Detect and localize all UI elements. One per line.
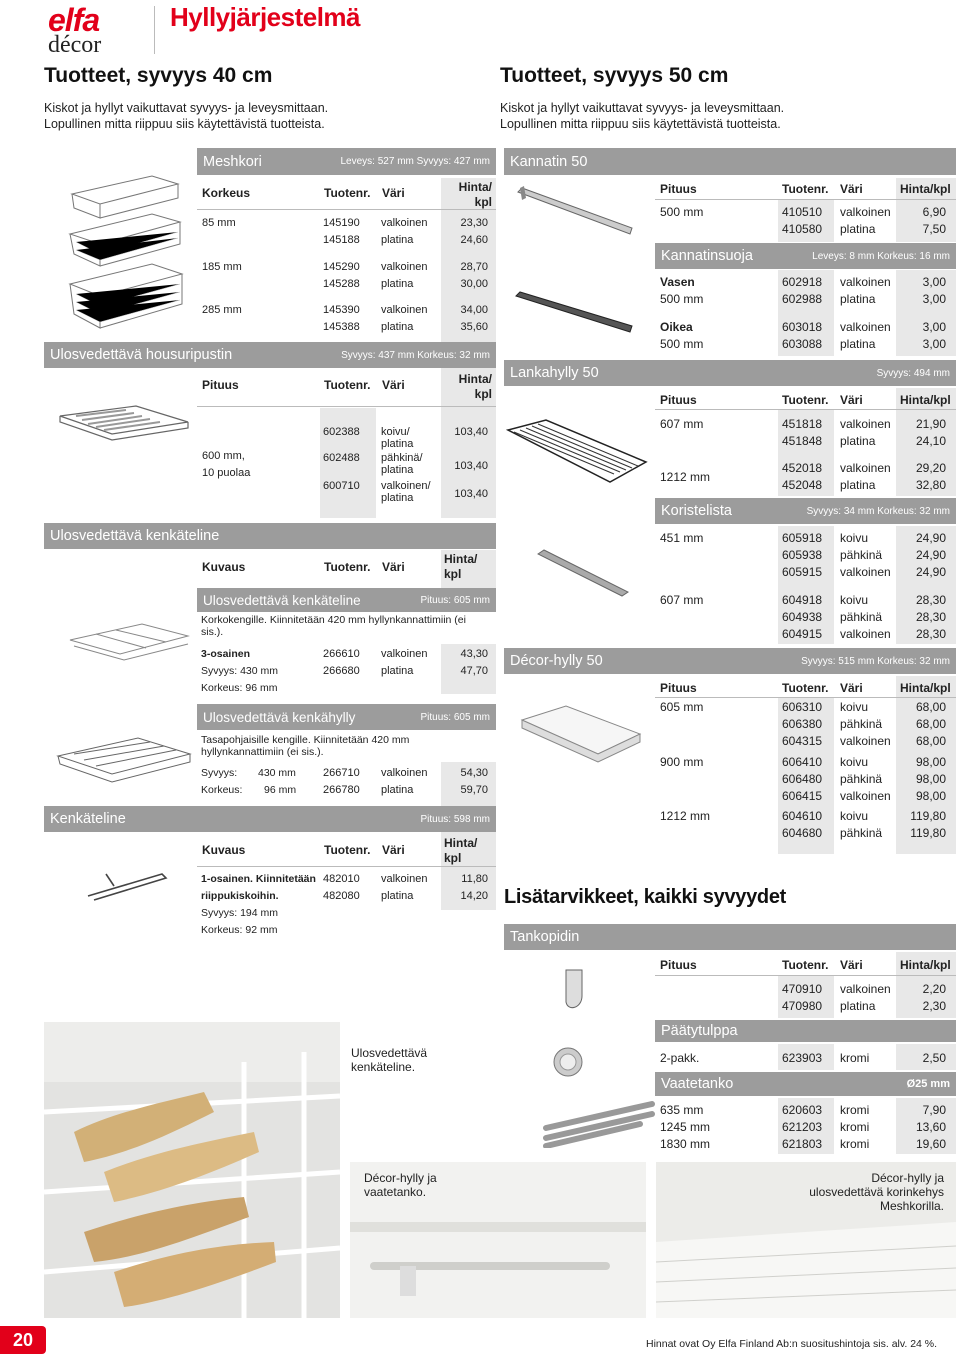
shoe-rack-photo	[44, 1022, 340, 1318]
koristelista-color: pähkinä	[840, 610, 883, 624]
decor-color: pähkinä	[840, 717, 883, 731]
kannatinsuoja-image	[514, 290, 634, 334]
footer-note: Hinnat ovat Oy Elfa Finland Ab:n suositushintoja sis. alv. 24 %.	[646, 1338, 938, 1350]
kenkateline2-color: platina	[381, 890, 414, 902]
meshkori-h-tuotenr: Tuotenr.	[324, 186, 371, 200]
kenk-h-hinta: Hinta/ kpl	[444, 552, 478, 581]
kenkateline2-code: 482080	[323, 890, 360, 902]
housuripustin-price: 103,40	[454, 426, 488, 438]
kenkateline2-h-kuvaus: Kuvaus	[202, 843, 246, 857]
kannatinsuoja-color: platina	[840, 292, 876, 306]
housuripustin-code: 600710	[323, 480, 360, 492]
kannatinsuoja-title: Kannatinsuoja	[661, 248, 753, 264]
kannatin-bar	[504, 148, 956, 175]
paatytulppa-code: 623903	[782, 1051, 823, 1065]
meshkori-color: valkoinen	[381, 261, 428, 273]
lankahylly-title: Lankahylly 50	[510, 365, 599, 381]
meshkori-code: 145288	[323, 278, 360, 290]
housuripustin-image	[56, 398, 191, 448]
kenkateline2-d4: Korkeus: 92 mm	[201, 924, 278, 936]
kenkahylly-v2: 96 mm	[264, 784, 297, 796]
meshkori-height: 185 mm	[202, 261, 242, 273]
kannatin-divider	[655, 199, 956, 200]
kannatinsuoja-dims: Leveys: 8 mm Korkeus: 16 mm	[812, 250, 950, 262]
kenkateline-sub-code: 266610	[323, 648, 360, 660]
vaatetanko-color: kromi	[840, 1103, 870, 1117]
kenk-h-tuotenr: Tuotenr.	[324, 560, 371, 574]
kenkahylly-desc: Tasapohjaisille kengille. Kiinnitetään 420 mm hyllynkannattimiin (ei sis.).	[201, 734, 410, 758]
kenkateline-title: Ulosvedettävä kenkäteline	[50, 528, 220, 544]
decor-color: koivu	[840, 809, 869, 823]
page-number-box	[0, 1326, 46, 1354]
koristelista-image	[534, 548, 630, 598]
decor-code: 604315	[782, 734, 823, 748]
housuripustin-h-vari: Väri	[382, 378, 405, 392]
housuripustin-color: pähkinä/	[381, 452, 423, 464]
tankopidin-title: Tankopidin	[510, 929, 580, 945]
decor-label: 605 mm	[660, 700, 704, 714]
kenkahylly-price: 54,30	[460, 767, 488, 779]
kenkateline-sub-d1: 3-osainen	[201, 648, 251, 660]
vaatetanko-label: 1830 mm	[660, 1137, 711, 1151]
paatytulppa-title: Päätytulppa	[661, 1023, 738, 1039]
koristelista-code: 605938	[782, 548, 823, 562]
kenkahylly-price: 59,70	[460, 784, 488, 796]
kannatin-h-vari: Väri	[840, 182, 863, 196]
decor-h-vari: Väri	[840, 681, 863, 695]
header-divider	[154, 6, 155, 54]
decor-color: koivu	[840, 755, 869, 769]
koristelista-code: 604918	[782, 593, 823, 607]
tankopidin-h-tuotenr: Tuotenr.	[782, 958, 829, 972]
lankahylly-price: 21,90	[915, 417, 946, 431]
right-intro-1: Kiskot ja hyllyt vaikuttavat syvyys- ja leveysmittaan.	[500, 101, 785, 115]
decor-code: 606310	[782, 700, 823, 714]
koristelista-bar	[655, 498, 956, 524]
decor-code: 606415	[782, 789, 823, 803]
kenkahylly-v1: 430 mm	[258, 767, 296, 779]
caption-decor: Décor-hylly ja vaatetanko.	[364, 1171, 437, 1199]
tankopidin-divider	[655, 975, 956, 976]
meshkori-price: 34,00	[460, 304, 488, 316]
housuripustin-price: 103,40	[454, 460, 488, 472]
tankopidin-color: valkoinen	[840, 982, 891, 996]
caption-korinkehys: Décor-hylly ja ulosvedettävä korinkehys Meshkorilla.	[809, 1171, 944, 1213]
kenkahylly-l2: Korkeus:	[201, 784, 243, 796]
kannatinsuoja-code: 603088	[782, 337, 823, 351]
vaatetanko-color: kromi	[840, 1137, 870, 1151]
housuripustin-h-tuotenr: Tuotenr.	[324, 378, 371, 392]
paatytulppa-price: 2,50	[922, 1051, 946, 1065]
koristelista-code: 604915	[782, 627, 823, 641]
left-intro-1: Kiskot ja hyllyt vaikuttavat syvyys- ja leveysmittaan.	[44, 101, 329, 115]
kenkateline-sub-color: platina	[381, 665, 414, 677]
paatytulppa-bar	[655, 1020, 956, 1042]
housuripustin-color-2: platina	[381, 438, 414, 450]
lankahylly-price: 24,10	[915, 434, 946, 448]
lankahylly-code: 451848	[782, 434, 823, 448]
decor-color: pähkinä	[840, 826, 883, 840]
meshkori-dims: Leveys: 527 mm Syvyys: 427 mm	[340, 156, 490, 167]
vaatetanko-color: kromi	[840, 1120, 870, 1134]
kenkateline-sub-price: 47,70	[460, 665, 488, 677]
koristelista-price: 24,90	[915, 531, 946, 545]
lankahylly-len: 607 mm	[660, 417, 704, 431]
housuripustin-title: Ulosvedettävä housuripustin	[50, 347, 233, 363]
kannatin-header	[660, 182, 956, 196]
paatytulppa-image	[550, 1044, 586, 1080]
kannatinsuoja-code: 602988	[782, 292, 823, 306]
decor-price: 119,80	[910, 809, 946, 823]
meshkori-basket-image	[60, 172, 190, 332]
vaatetanko-label: 635 mm	[660, 1103, 704, 1117]
kenk-h-kuvaus: Kuvaus	[202, 560, 246, 574]
vaatetanko-dims: Ø25 mm	[906, 1078, 950, 1090]
koristelista-dims: Syvyys: 34 mm Korkeus: 32 mm	[806, 505, 950, 517]
kannatinsuoja-price: 3,00	[922, 292, 946, 306]
vaatetanko-code: 621803	[782, 1137, 823, 1151]
kannatin-len: 500 mm	[660, 205, 704, 219]
tankopidin-code: 470910	[782, 982, 823, 996]
decor-color: valkoinen	[840, 789, 891, 803]
housuripustin-len-1: 600 mm,	[202, 450, 245, 462]
meshkori-price: 30,00	[460, 278, 488, 290]
kenkahylly-color: valkoinen	[381, 767, 428, 779]
kenkateline2-color: valkoinen	[381, 873, 428, 885]
tankopidin-code: 470980	[782, 999, 823, 1013]
lankahylly-h-tuotenr: Tuotenr.	[782, 393, 829, 407]
kannatinsuoja-bar	[655, 243, 956, 269]
kenkateline2-header	[202, 843, 447, 857]
kenkahylly-title: Ulosvedettävä kenkähylly	[203, 709, 356, 725]
right-section-title: Tuotteet, syvyys 50 cm	[500, 64, 729, 87]
kenkateline2-image	[84, 866, 168, 902]
koristelista-label: 451 mm	[660, 531, 704, 545]
brand-logo	[46, 4, 146, 58]
kannatinsuoja-label: Oikea	[660, 320, 693, 334]
housuripustin-code: 602488	[323, 452, 360, 464]
lankahylly-image	[506, 416, 648, 486]
kenkateline2-h-vari: Väri	[382, 843, 405, 857]
koristelista-color: koivu	[840, 531, 869, 545]
tankopidin-h-pituus: Pituus	[660, 958, 697, 972]
koristelista-color: valkoinen	[840, 627, 891, 641]
kenkateline2-divider	[197, 866, 496, 867]
decor-code: 606480	[782, 772, 823, 786]
right-intro-2: Lopullinen mitta riippuu siis käytettävistä tuotteista.	[500, 117, 781, 131]
tankopidin-header	[660, 958, 956, 972]
decor-price: 68,00	[915, 717, 946, 731]
tankopidin-image	[560, 966, 600, 1016]
koristelista-code: 605918	[782, 531, 823, 545]
housuripustin-h-pituus: Pituus	[202, 378, 239, 392]
decor-code: 606410	[782, 755, 823, 769]
lankahylly-color: platina	[840, 434, 876, 448]
kannatinsuoja-color: valkoinen	[840, 320, 891, 334]
meshkori-code: 145390	[323, 304, 360, 316]
page-header-title: Hyllyjärjestelmä	[170, 2, 361, 32]
kenkateline-sub-d2: Syvyys: 430 mm	[201, 665, 279, 677]
housuripustin-dims: Syvyys: 437 mm Korkeus: 32 mm	[341, 349, 490, 361]
meshkori-color: valkoinen	[381, 304, 428, 316]
vaatetanko-title: Vaatetanko	[661, 1076, 734, 1092]
kenkahylly-l1: Syvyys:	[201, 767, 238, 779]
lankahylly-price: 29,20	[915, 461, 946, 475]
koristelista-price: 24,90	[915, 548, 946, 562]
meshkori-divider	[197, 209, 496, 210]
housuripustin-color: koivu/	[381, 426, 410, 438]
kenkateline-sub-title: Ulosvedettävä kenkäteline	[203, 592, 361, 608]
kenkahylly-image	[54, 728, 194, 788]
kannatinsuoja-price: 3,00	[922, 275, 946, 289]
kannatin-code: 410510	[782, 205, 823, 219]
vaatetanko-label: 1245 mm	[660, 1120, 711, 1134]
decor-label: 900 mm	[660, 755, 704, 769]
meshkori-h-korkeus: Korkeus	[202, 186, 251, 200]
decor-bar	[504, 648, 956, 674]
koristelista-code: 605915	[782, 565, 823, 579]
kenkateline2-price: 11,80	[461, 873, 488, 885]
decor-code: 604680	[782, 826, 823, 840]
housuripustin-bar	[44, 342, 496, 368]
decor-label: 1212 mm	[660, 809, 711, 823]
kenkateline2-title: Kenkäteline	[50, 811, 126, 827]
kannatinsuoja-color: valkoinen	[840, 275, 891, 289]
vaatetanko-bar	[655, 1072, 956, 1096]
tankopidin-price: 2,20	[922, 982, 946, 996]
kannatin-h-pituus: Pituus	[660, 182, 697, 196]
decor-dims: Syvyys: 515 mm Korkeus: 32 mm	[801, 655, 950, 667]
housuripustin-color-2: platina	[381, 464, 414, 476]
lankahylly-color: valkoinen	[840, 461, 891, 475]
meshkori-bar	[197, 148, 496, 175]
meshkori-price: 28,70	[460, 261, 488, 273]
lisatarvikkeet-title: Lisätarvikkeet, kaikki syvyydet	[504, 886, 787, 908]
lankahylly-code: 451818	[782, 417, 823, 431]
paatytulppa-label: 2-pakk.	[660, 1051, 700, 1065]
meshkori-height: 85 mm	[202, 217, 236, 229]
decor-title: Décor-hylly 50	[510, 653, 603, 669]
decor-color: pähkinä	[840, 772, 883, 786]
housuripustin-code: 602388	[323, 426, 360, 438]
meshkori-price: 23,30	[460, 217, 488, 229]
lankahylly-price: 32,80	[915, 478, 946, 492]
kenkateline2-bar	[44, 806, 496, 832]
meshkori-color: platina	[381, 321, 414, 333]
meshkori-code: 145388	[323, 321, 360, 333]
decor-price: 98,00	[915, 772, 946, 786]
kannatin-color: valkoinen	[840, 205, 891, 219]
lankahylly-header	[660, 393, 956, 407]
kannatin-bracket-image	[514, 184, 636, 244]
housuripustin-divider	[197, 406, 496, 407]
decor-price: 98,00	[915, 789, 946, 803]
lankahylly-h-hinta: Hinta/kpl	[900, 393, 951, 407]
kenkateline2-code: 482010	[323, 873, 360, 885]
tankopidin-h-vari: Väri	[840, 958, 863, 972]
housuripustin-color-2: platina	[381, 492, 414, 504]
tankopidin-h-hinta: Hinta/kpl	[900, 958, 951, 972]
kenkahylly-color: platina	[381, 784, 414, 796]
kannatinsuoja-label: Vasen	[660, 275, 695, 289]
decor-h-hinta: Hinta/kpl	[900, 681, 951, 695]
decor-price: 68,00	[915, 700, 946, 714]
kenkateline-sub-d3: Korkeus: 96 mm	[201, 682, 278, 694]
lankahylly-code: 452048	[782, 478, 823, 492]
kannatin-price: 7,50	[922, 222, 946, 236]
meshkori-code: 145290	[323, 261, 360, 273]
decor-divider	[655, 697, 956, 698]
paatytulppa-color: kromi	[840, 1051, 870, 1065]
decor-price: 68,00	[915, 734, 946, 748]
decor-code: 606380	[782, 717, 823, 731]
lankahylly-h-vari: Väri	[840, 393, 863, 407]
housuripustin-len-2: 10 puolaa	[202, 467, 251, 479]
kenkateline-sub-bar	[197, 588, 496, 612]
kannatinsuoja-code: 602918	[782, 275, 823, 289]
kenkahylly-code: 266710	[323, 767, 360, 779]
housuripustin-h-hinta: Hinta/ kpl	[458, 372, 492, 401]
lankahylly-divider	[655, 409, 956, 410]
koristelista-title: Koristelista	[661, 503, 732, 519]
caption-shoe: Ulosvedettävä kenkäteline.	[351, 1046, 428, 1074]
vaatetanko-price: 19,60	[915, 1137, 946, 1151]
housuripustin-price: 103,40	[454, 488, 488, 500]
decor-h-tuotenr: Tuotenr.	[782, 681, 829, 695]
meshkori-title: Meshkori	[203, 153, 262, 170]
decor-price: 98,00	[915, 755, 946, 769]
kenkahylly-dims: Pituus: 605 mm	[420, 711, 490, 723]
decor-color: koivu	[840, 700, 869, 714]
vaatetanko-image	[540, 1098, 660, 1148]
koristelista-price: 28,30	[915, 627, 946, 641]
kannatin-code: 410580	[782, 222, 823, 236]
kenkahylly-code: 266780	[323, 784, 360, 796]
kenkateline2-dims: Pituus: 598 mm	[420, 813, 490, 825]
vaatetanko-code: 621203	[782, 1120, 823, 1134]
lankahylly-h-pituus: Pituus	[660, 393, 697, 407]
koristelista-price: 24,90	[915, 565, 946, 579]
logo-decor: décor	[48, 32, 102, 58]
kannatinsuoja-price: 3,00	[922, 320, 946, 334]
kannatinsuoja-label: 500 mm	[660, 337, 704, 351]
koristelista-price: 28,30	[915, 593, 946, 607]
lankahylly-bar	[504, 360, 956, 386]
decor-h-pituus: Pituus	[660, 681, 697, 695]
kenkateline2-d3: Syvyys: 194 mm	[201, 907, 279, 919]
left-section-title: Tuotteet, syvyys 40 cm	[44, 64, 273, 87]
kannatin-h-tuotenr: Tuotenr.	[782, 182, 829, 196]
kenkateline2-price: 14,20	[460, 890, 488, 902]
tankopidin-bar	[504, 924, 956, 950]
kannatin-price: 6,90	[922, 205, 946, 219]
kenkateline-image	[66, 614, 190, 664]
kannatinsuoja-price: 3,00	[922, 337, 946, 351]
meshkori-color: valkoinen	[381, 217, 428, 229]
kenk-header	[202, 560, 447, 574]
meshkori-price: 35,60	[460, 321, 488, 333]
vaatetanko-price: 13,60	[915, 1120, 946, 1134]
decor-code: 604610	[782, 809, 823, 823]
meshkori-h-hinta: Hinta/ kpl	[458, 180, 492, 209]
meshkori-height: 285 mm	[202, 304, 242, 316]
kenkateline-sub-price: 43,30	[460, 648, 488, 660]
left-intro-2: Lopullinen mitta riippuu siis käytettävistä tuotteista.	[44, 117, 325, 131]
koristelista-price: 28,30	[915, 610, 946, 624]
meshkori-color: platina	[381, 234, 414, 246]
koristelista-color: valkoinen	[840, 565, 891, 579]
koristelista-label: 607 mm	[660, 593, 704, 607]
page-number: 20	[12, 1329, 34, 1350]
kannatinsuoja-label: 500 mm	[660, 292, 704, 306]
kenkateline2-d1: 1-osainen. Kiinnitetään	[201, 873, 316, 885]
meshkori-h-vari: Väri	[382, 186, 405, 200]
decor-color: valkoinen	[840, 734, 891, 748]
kannatin-title: Kannatin 50	[510, 153, 588, 170]
vaatetanko-price: 7,90	[922, 1103, 946, 1117]
lankahylly-color: valkoinen	[840, 417, 891, 431]
kenk-h-vari: Väri	[382, 560, 405, 574]
kenkateline-sub-dims: Pituus: 605 mm	[420, 594, 490, 606]
tankopidin-price: 2,30	[922, 999, 946, 1013]
tankopidin-color: platina	[840, 999, 876, 1013]
housuripustin-header	[202, 378, 447, 392]
kenkateline-sub-code: 266680	[323, 665, 360, 677]
lankahylly-len: 1212 mm	[660, 470, 711, 484]
kannatin-color: platina	[840, 222, 876, 236]
kannatinsuoja-color: platina	[840, 337, 876, 351]
kannatinsuoja-code: 603018	[782, 320, 823, 334]
decor-header	[660, 681, 956, 695]
decor-shelf-image	[520, 700, 642, 766]
kenkateline2-h-hinta: Hinta/ kpl	[444, 836, 478, 865]
kenkahylly-bar	[197, 704, 496, 730]
lankahylly-code: 452018	[782, 461, 823, 475]
meshkori-color: platina	[381, 278, 414, 290]
meshkori-code: 145188	[323, 234, 360, 246]
kenkateline2-h-tuotenr: Tuotenr.	[324, 843, 371, 857]
decor-price: 119,80	[910, 826, 946, 840]
housuripustin-color: valkoinen/	[381, 480, 431, 492]
kenkateline-sub-color: valkoinen	[381, 648, 428, 660]
koristelista-code: 604938	[782, 610, 823, 624]
koristelista-color: pähkinä	[840, 548, 883, 562]
kannatin-h-hinta: Hinta/kpl	[900, 182, 951, 196]
lankahylly-color: platina	[840, 478, 876, 492]
logo-elfa: elfa	[48, 2, 100, 38]
kenkateline-bar	[44, 523, 496, 549]
lankahylly-dims: Syvyys: 494 mm	[876, 367, 950, 379]
meshkori-price: 24,60	[460, 234, 488, 246]
kenkateline2-d2: riippukiskoihin.	[201, 890, 279, 902]
meshkori-code: 145190	[323, 217, 360, 229]
vaatetanko-code: 620603	[782, 1103, 823, 1117]
kenkateline-sub-desc: Korkokengille. Kiinnitetään 420 mm hyllynkannattimiin (ei sis.).	[201, 614, 466, 638]
koristelista-color: koivu	[840, 593, 869, 607]
